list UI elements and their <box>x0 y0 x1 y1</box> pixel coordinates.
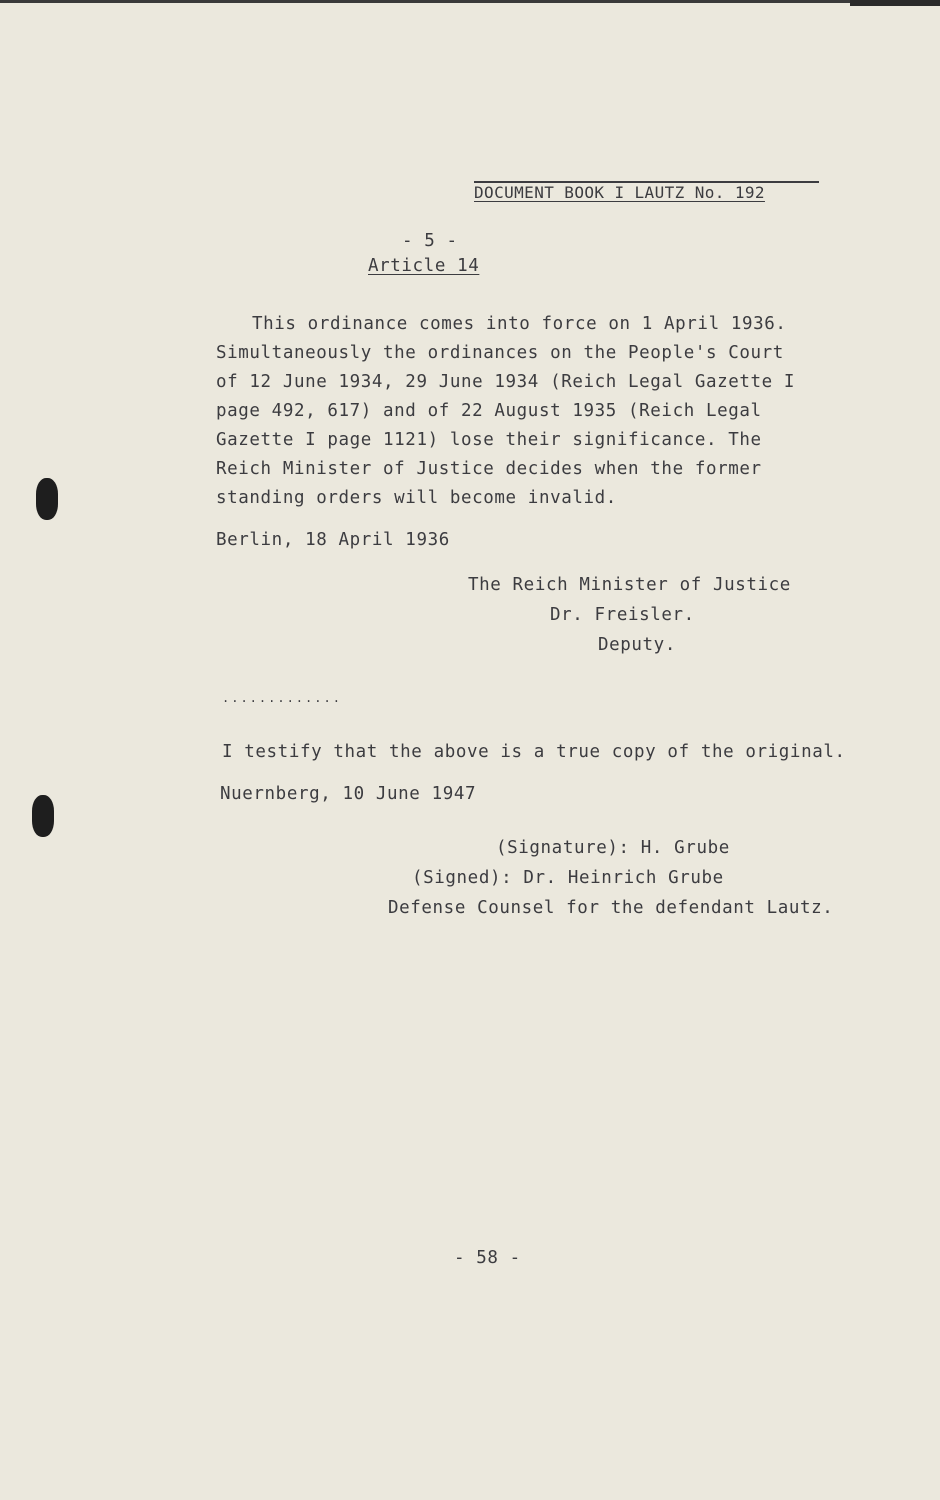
page-number: - 58 - <box>454 1248 521 1268</box>
paragraph-line: Reich Minister of Justice decides when the former <box>216 459 762 479</box>
punch-hole-lower <box>32 795 54 837</box>
punch-hole-upper <box>36 478 58 520</box>
paragraph-line: page 492, 617) and of 22 August 1935 (Reich Legal <box>216 401 762 421</box>
place-date-berlin: Berlin, 18 April 1936 <box>216 530 450 550</box>
place-date-nuernberg: Nuernberg, 10 June 1947 <box>220 784 477 804</box>
paragraph-line: Simultaneously the ordinances on the People's Court <box>216 343 784 363</box>
document-reference: DOCUMENT BOOK I LAUTZ No. 192 <box>474 183 765 202</box>
signatory-role: Deputy. <box>598 635 676 655</box>
dotted-separator: ............. <box>222 691 342 705</box>
signature-line: (Signature): H. Grube <box>496 838 730 858</box>
article-title: Article 14 <box>368 256 480 276</box>
paragraph-line: Gazette I page 1121) lose their significance. The <box>216 430 762 450</box>
paragraph-line: of 12 June 1934, 29 June 1934 (Reich Legal Gazette I <box>216 372 796 392</box>
counsel-role-line: Defense Counsel for the defendant Lautz. <box>388 898 834 918</box>
paragraph-line: standing orders will become invalid. <box>216 488 617 508</box>
page-top-edge-dark <box>850 0 940 6</box>
paragraph-line: This ordinance comes into force on 1 April 1936. <box>252 314 787 334</box>
signatory-title: The Reich Minister of Justice <box>468 575 791 595</box>
page-top-edge <box>0 0 940 3</box>
section-number: - 5 - <box>402 231 458 251</box>
signatory-name: Dr. Freisler. <box>550 605 695 625</box>
signed-line: (Signed): Dr. Heinrich Grube <box>412 868 724 888</box>
certification-statement: I testify that the above is a true copy of the original. <box>222 742 846 762</box>
